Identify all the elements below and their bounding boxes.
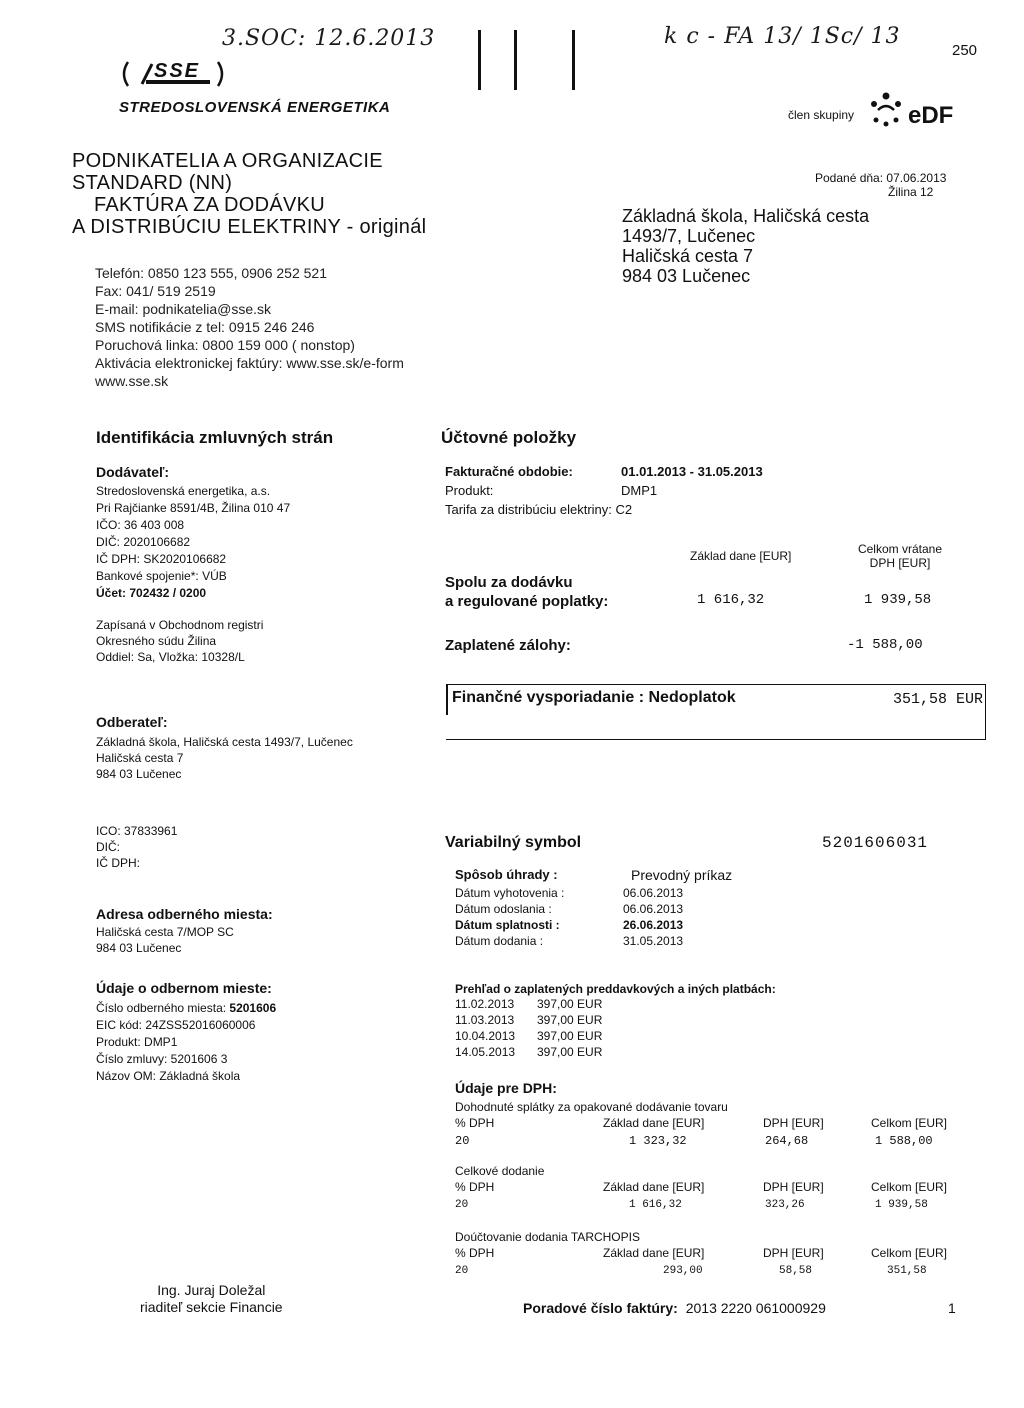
handwritten-note-right: k c - FA 13/ 1Sc/ 13 — [664, 24, 901, 49]
vat-total: 1 939,58 — [875, 1199, 928, 1211]
supply-eic-code: EIC kód: 24ZSS52016060006 — [96, 1018, 256, 1032]
register-line-3: Oddiel: Sa, Vložka: 10328/L — [96, 650, 245, 664]
invoice-title — [72, 150, 426, 238]
advance-row — [455, 1044, 602, 1060]
customer-street: Haličská cesta 7 — [96, 751, 184, 765]
vat-amount: 323,26 — [765, 1199, 805, 1211]
payment-method-label: Spôsob úhrady : — [455, 867, 558, 882]
vat-header-total: Celkom [EUR] — [871, 1116, 948, 1130]
contact-phone: Telefón: 0850 123 555, 0906 252 521 — [95, 265, 327, 281]
supplier-label: Dodávateľ: — [96, 464, 170, 480]
customer-details — [96, 734, 353, 782]
supply-point-name: Názov OM: Základná škola — [96, 1069, 241, 1083]
customer-city: 984 03 Lučenec — [96, 767, 182, 781]
product-value: DMP1 — [621, 483, 658, 498]
advance-date: 11.03.2013 — [455, 1013, 515, 1027]
contact-fax: Fax: 041/ 519 2519 — [95, 283, 216, 299]
vat-total: 1 588,00 — [875, 1134, 933, 1148]
vat-header-row — [455, 1179, 975, 1195]
supply-point-number-row — [96, 1000, 276, 1017]
vat-value-row — [455, 1133, 975, 1149]
date-row-delivery — [455, 933, 683, 949]
variable-symbol-label: Variabilný symbol — [445, 834, 582, 851]
vat-value-row — [455, 1197, 975, 1213]
date-issue-label: Dátum vyhotovenia : — [455, 886, 565, 900]
advance-amount: 397,00 EUR — [537, 997, 603, 1011]
date-sent-label: Dátum odoslania : — [455, 902, 552, 916]
advances-overview-heading: Prehľad o zaplatených preddavkových a iných platbách: — [455, 982, 776, 996]
identification-heading: Identifikácia zmluvných strán — [96, 428, 334, 447]
supply-contract-number: Číslo zmluvy: 5201606 3 — [96, 1052, 228, 1066]
date-row-issue — [455, 885, 683, 901]
title-line-3: FAKTÚRA ZA DODÁVKU — [94, 194, 326, 216]
column-header-total — [850, 542, 950, 570]
sum-total-value: 1 939,58 — [864, 592, 932, 608]
advance-amount: 397,00 EUR — [537, 1029, 603, 1043]
recipient-line-1: Základná škola, Haličská cesta — [622, 206, 870, 226]
vat-block-total-delivery — [455, 1163, 975, 1213]
signature-block — [140, 1282, 283, 1316]
advances-paid-value: -1 588,00 — [847, 637, 923, 653]
invoice-number-value: 2013 2220 061000929 — [685, 1300, 826, 1316]
supply-point-number: 5201606 — [229, 1001, 277, 1015]
settlement-label: Finančné vysporiadanie : Nedoplatok — [452, 689, 736, 706]
date-sent-value: 06.06.2013 — [623, 902, 684, 916]
vat-block-title: Doúčtovanie dodania TARCHOPIS — [455, 1230, 640, 1244]
settlement-value: 351,58 EUR — [892, 691, 983, 708]
vat-rate: 20 — [455, 1199, 469, 1211]
supply-point-label: Adresa odberného miesta: — [96, 906, 273, 922]
column-header-total-line-2: DPH [EUR] — [869, 556, 931, 570]
settlement-box — [446, 684, 986, 740]
vat-block-title: Celkové dodanie — [455, 1164, 545, 1178]
advance-row — [455, 1028, 602, 1044]
signer-role: riaditeľ sekcie Financie — [140, 1299, 283, 1315]
advance-amount: 397,00 EUR — [537, 1045, 603, 1059]
title-line-4: A DISTRIBÚCIU ELEKTRINY - originál — [72, 216, 427, 238]
contact-web: www.sse.sk — [95, 373, 169, 389]
supply-point-city: 984 03 Lučenec — [96, 941, 182, 955]
date-delivery-value: 31.05.2013 — [623, 934, 684, 948]
register-line-2: Okresného súdu Žilina — [96, 634, 217, 648]
recipient-address — [622, 206, 869, 286]
recipient-line-4: 984 03 Lučenec — [622, 266, 751, 286]
supply-product: Produkt: DMP1 — [96, 1035, 178, 1049]
vat-header-rate: % DPH — [455, 1180, 495, 1194]
post-office: Žilina 12 — [888, 185, 934, 199]
brand-name: STREDOSLOVENSKÁ ENERGETIKA — [119, 99, 391, 116]
title-line-2: STANDARD (NN) — [72, 172, 233, 194]
vat-header-total: Celkom [EUR] — [871, 1246, 948, 1260]
page-number: 250 — [952, 42, 978, 59]
submitted-date: Podané dňa: 07.06.2013 — [815, 171, 947, 185]
advance-date: 10.04.2013 — [455, 1029, 516, 1043]
supplier-ico: IČO: 36 403 008 — [96, 518, 185, 532]
date-delivery-label: Dátum dodania : — [455, 934, 544, 948]
supply-point-address — [96, 924, 234, 956]
date-issue-value: 06.06.2013 — [623, 886, 684, 900]
member-label: člen skupiny — [788, 108, 855, 122]
advance-amount: 397,00 EUR — [537, 1013, 603, 1027]
vat-base: 1 323,32 — [629, 1134, 687, 1148]
vat-header-rate: % DPH — [455, 1246, 495, 1260]
vat-heading: Údaje pre DPH: — [455, 1080, 557, 1096]
vat-block-additional — [455, 1229, 975, 1279]
date-due-value: 26.06.2013 — [623, 918, 684, 932]
date-due-label: Dátum splatnosti : — [455, 918, 560, 932]
advances-paid-label: Zaplatené zálohy: — [445, 637, 571, 654]
variable-symbol-value: 5201606031 — [822, 834, 929, 852]
sum-label-line-2: a regulované poplatky: — [445, 593, 609, 610]
contact-eform: Aktivácia elektronickej faktúry: www.sse.sk/e-form — [95, 355, 404, 371]
title-line-1: PODNIKATELIA A ORGANIZACIE — [72, 150, 383, 172]
customer-ico: ICO: 37833961 — [96, 824, 178, 838]
register-info — [96, 617, 263, 665]
vat-header-row — [455, 1245, 975, 1261]
recipient-line-3: Haličská cesta 7 — [622, 246, 754, 266]
vat-header-base: Základ dane [EUR] — [603, 1180, 705, 1194]
vat-header-base: Základ dane [EUR] — [603, 1116, 705, 1130]
sse-logo — [118, 56, 230, 92]
register-line-1: Zapísaná v Obchodnom registri — [96, 618, 264, 632]
supplier-account: Účet: 702432 / 0200 — [96, 586, 207, 600]
sse-logo-text: SSE — [154, 60, 201, 82]
billing-period-label: Fakturačné obdobie: — [445, 464, 573, 479]
vat-header-total: Celkom [EUR] — [871, 1180, 948, 1194]
customer-vat-id: IČ DPH: — [96, 856, 141, 870]
customer-dic: DIČ: — [96, 840, 120, 854]
advance-row — [455, 996, 602, 1012]
vat-value-row — [455, 1263, 975, 1279]
vat-base: 293,00 — [663, 1265, 703, 1277]
vat-header-rate: % DPH — [455, 1116, 495, 1130]
advances-overview-list — [455, 996, 602, 1060]
supply-info-details — [96, 1000, 276, 1085]
supplier-vat-id: IČ DPH: SK2020106682 — [96, 552, 227, 566]
advance-row — [455, 1012, 602, 1028]
tariff-line: Tarifa za distribúciu elektriny: C2 — [445, 502, 633, 517]
payment-method-value: Prevodný príkaz — [631, 867, 733, 883]
vat-header-vat: DPH [EUR] — [763, 1116, 824, 1130]
contact-hotline: Poruchová linka: 0800 159 000 ( nonstop) — [95, 337, 355, 353]
supply-point-number-label: Číslo odberného miesta: — [96, 1001, 230, 1015]
recipient-line-2: 1493/7, Lučenec — [622, 226, 756, 246]
contact-sms: SMS notifikácie z tel: 0915 246 246 — [95, 319, 315, 335]
vat-base: 1 616,32 — [629, 1199, 682, 1211]
signer-name: Ing. Juraj Doležal — [157, 1282, 266, 1298]
barcode-lines — [478, 30, 578, 90]
customer-ids — [96, 823, 177, 871]
supplier-address: Pri Rajčianke 8591/4B, Žilina 010 47 — [96, 501, 291, 515]
payment-dates — [455, 885, 683, 949]
customer-label: Odberateľ: — [96, 714, 168, 730]
contact-email: E-mail: podnikatelia@sse.sk — [95, 301, 272, 317]
product-label: Produkt: — [445, 483, 494, 498]
supply-point-street: Haličská cesta 7/MOP SC — [96, 925, 234, 939]
invoice-number-label: Poradové číslo faktúry: — [523, 1300, 678, 1316]
vat-block-installments — [455, 1099, 975, 1149]
date-row-due — [455, 917, 683, 933]
vat-header-base: Základ dane [EUR] — [603, 1246, 705, 1260]
customer-name: Základná škola, Haličská cesta 1493/7, Lučenec — [96, 735, 353, 749]
vat-header-vat: DPH [EUR] — [763, 1246, 824, 1260]
column-header-base: Základ dane [EUR] — [690, 549, 792, 563]
supplier-details — [96, 483, 290, 602]
contact-list — [95, 264, 404, 390]
accounting-heading: Účtovné položky — [441, 428, 577, 447]
vat-rate: 20 — [455, 1265, 469, 1277]
sum-base-value: 1 616,32 — [697, 592, 765, 608]
advance-date: 14.05.2013 — [455, 1045, 516, 1059]
vat-amount: 264,68 — [765, 1134, 809, 1148]
edf-logo: eDF — [908, 102, 954, 129]
footer-page-number: 1 — [948, 1300, 956, 1316]
supplier-bank: Bankové spojenie*: VÚB — [96, 569, 227, 583]
sum-label — [445, 573, 608, 611]
vat-header-vat: DPH [EUR] — [763, 1180, 824, 1194]
billing-period-value: 01.01.2013 - 31.05.2013 — [621, 464, 763, 479]
advance-date: 11.02.2013 — [455, 997, 515, 1011]
supply-info-label: Údaje o odbernom mieste: — [96, 980, 272, 996]
vat-block-title: Dohodnuté splátky za opakované dodávanie tovaru — [455, 1100, 728, 1114]
date-row-sent — [455, 901, 683, 917]
supplier-dic: DIČ: 2020106682 — [96, 535, 191, 549]
vat-amount: 58,58 — [779, 1265, 813, 1277]
vat-rate: 20 — [455, 1134, 470, 1148]
handwritten-note-left: 3.SOC: 12.6.2013 — [222, 26, 436, 51]
sum-label-line-1: Spolu za dodávku — [445, 574, 573, 591]
edf-flower-icon — [866, 90, 906, 130]
invoice-number — [523, 1300, 826, 1316]
vat-total: 351,58 — [887, 1265, 927, 1277]
vat-header-row — [455, 1115, 975, 1131]
column-header-total-line-1: Celkom vrátane — [857, 542, 943, 556]
supplier-name: Stredoslovenská energetika, a.s. — [96, 484, 271, 498]
